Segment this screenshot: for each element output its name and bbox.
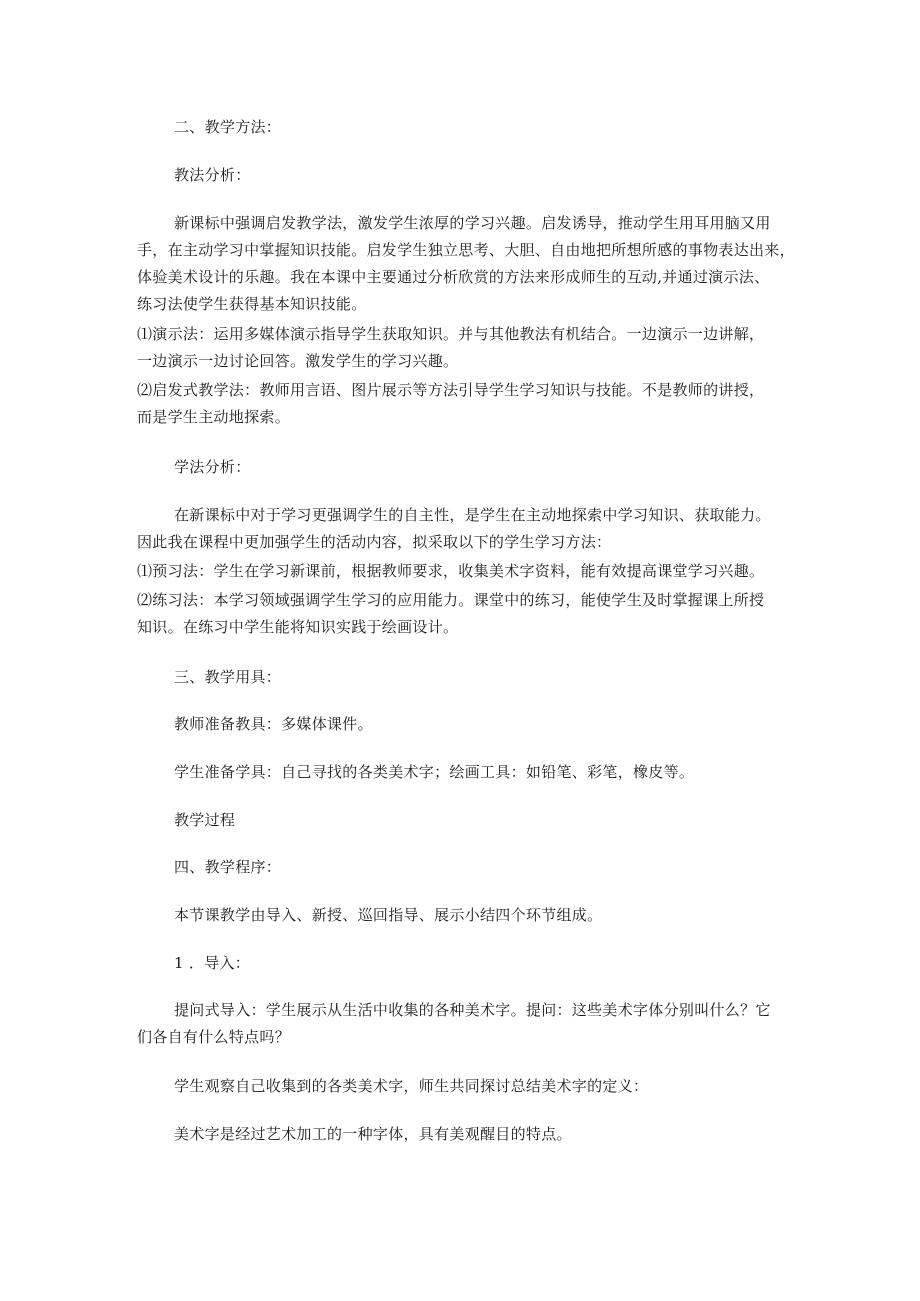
section4-heading: 四、教学程序： bbox=[174, 858, 282, 876]
learning-method-1: ⑴预习法：学生在学习新课前，根据教师要求，收集美术字资料，能有效提高课堂学习兴趣。 bbox=[137, 562, 765, 580]
learning-method-2-line-1: ⑵练习法：本学习领域强调学生学习的应用能力。课堂中的练习，能使学生及时掌握课上所授 bbox=[137, 591, 765, 609]
section4-overview: 本节课教学由导入、新授、巡回指导、展示小结四个环节组成。 bbox=[174, 906, 603, 924]
step1-observation: 学生观察自己收集到的各类美术字，师生共同探讨总结美术字的定义： bbox=[174, 1077, 649, 1095]
section2-heading: 二、教学方法： bbox=[174, 118, 282, 136]
teaching-intro-line-3: 体验美术设计的乐趣。我在本课中主要通过分析欣赏的方法来形成师生的互动,并通过演示法、 bbox=[137, 268, 770, 286]
step1-question-line-1: 提问式导入：学生展示从生活中收集的各种美术字。提问：这些美术字体分别叫什么？它 bbox=[174, 1001, 771, 1019]
teaching-method-2-line-1: ⑵启发式教学法：教师用言语、图片展示等方法引导学生学习知识与技能。不是教师的讲授， bbox=[137, 381, 765, 399]
teacher-tools: 教师准备教具：多媒体课件。 bbox=[174, 715, 373, 733]
teaching-method-1-line-2: 一边演示一边讨论回答。激发学生的学习兴趣。 bbox=[137, 352, 459, 370]
step1-heading: 1 ．导入： bbox=[174, 954, 251, 972]
learning-intro-line-2: 因此我在课程中更加强学生的活动内容，拟采取以下的学生学习方法： bbox=[137, 533, 612, 551]
step1-definition: 美术字是经过艺术加工的一种字体，具有美观醒目的特点。 bbox=[174, 1125, 572, 1143]
teaching-intro-line-2: 手，在主动学习中掌握知识技能。启发学生独立思考、大胆、自由地把所想所感的事物表达出来， bbox=[137, 241, 795, 259]
step1-question-line-2: 们各自有什么特点吗？ bbox=[137, 1028, 291, 1046]
teaching-intro-line-4: 练习法使学生获得基本知识技能。 bbox=[137, 295, 367, 313]
teaching-method-1-line-1: ⑴演示法：运用多媒体演示指导学生获取知识。并与其他教法有机结合。一边演示一边讲解， bbox=[137, 325, 765, 343]
teaching-intro-line-1: 新课标中强调启发教学法，激发学生浓厚的学习兴趣。启发诱导，推动学生用耳用脑又用 bbox=[174, 214, 771, 232]
section3-heading: 三、教学用具： bbox=[174, 668, 282, 686]
learning-intro-line-1: 在新课标中对于学习更强调学生的自主性，是学生在主动地探索中学习知识、获取能力。 bbox=[174, 506, 771, 524]
learning-analysis-label: 学法分析： bbox=[174, 458, 251, 476]
process-title: 教学过程 bbox=[174, 811, 236, 829]
student-tools: 学生准备学具：自己寻找的各类美术字；绘画工具：如铅笔、彩笔，橡皮等。 bbox=[174, 763, 695, 781]
teaching-method-2-line-2: 而是学生主动地探索。 bbox=[137, 408, 291, 426]
learning-method-2-line-2: 知识。在练习中学生能将知识实践于绘画设计。 bbox=[137, 618, 459, 636]
teaching-analysis-label: 教法分析： bbox=[174, 166, 251, 184]
